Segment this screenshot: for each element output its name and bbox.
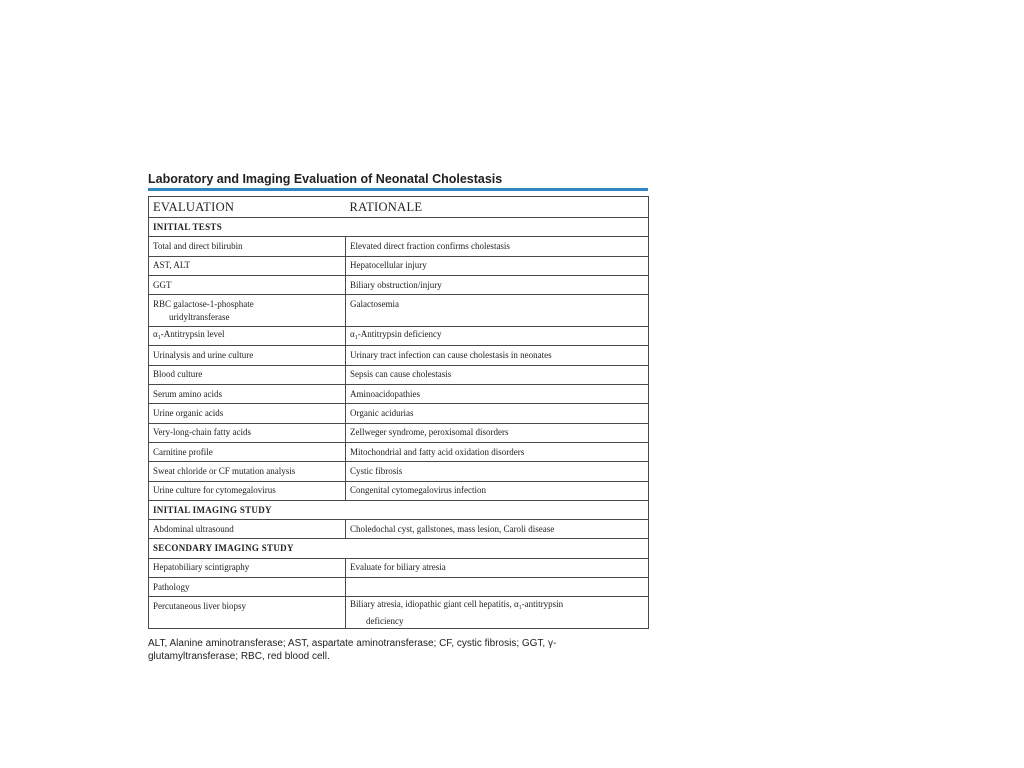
section-row-initial-tests [149, 218, 649, 237]
table-row [149, 275, 649, 294]
alpha-subscript: 1 [157, 334, 161, 341]
table-row [149, 346, 649, 365]
table-title: Laboratory and Imaging Evaluation of Neonatal Cholestasis [148, 172, 503, 186]
section-label: INITIAL TESTS [149, 218, 649, 237]
evaluation-cell: Sweat chloride or CF mutation analysis [149, 462, 346, 481]
evaluation-cell: Pathology [149, 578, 346, 597]
evaluation-cell: GGT [149, 275, 346, 294]
table-row [149, 256, 649, 275]
table-row [149, 462, 649, 481]
rationale-line-continued: deficiency [366, 615, 404, 626]
evaluation-cell: Urinalysis and urine culture [149, 346, 346, 365]
table-row [149, 295, 649, 327]
alpha-symbol: α [350, 328, 355, 339]
table-row [149, 423, 649, 442]
rationale-cell: Zellweger syndrome, peroxisomal disorders [346, 423, 649, 442]
rationale-cell [346, 578, 649, 597]
rationale-cell: Elevated direct fraction confirms cholestasis [346, 237, 649, 256]
evaluation-line-continued: uridyltransferase [169, 311, 230, 322]
section-label: INITIAL IMAGING STUDY [149, 500, 649, 519]
evaluation-cell: Blood culture [149, 365, 346, 384]
alpha-subscript: 1 [354, 334, 358, 341]
table-row [149, 442, 649, 461]
table-row [149, 558, 649, 577]
table-row [149, 237, 649, 256]
evaluation-cell: Urine organic acids [149, 404, 346, 423]
evaluation-cell: Hepatobiliary scintigraphy [149, 558, 346, 577]
evaluation-cell: Very-long-chain fatty acids [149, 423, 346, 442]
title-rule [148, 188, 648, 191]
table-row [149, 481, 649, 500]
rationale-text: -antitrypsin [521, 598, 564, 609]
rationale-cell: Choledochal cyst, gallstones, mass lesion, Caroli disease [346, 520, 649, 539]
evaluation-cell: Total and direct bilirubin [149, 237, 346, 256]
rationale-cell: Hepatocellular injury [346, 256, 649, 275]
section-row-initial-imaging [149, 500, 649, 519]
evaluation-cell: Percutaneous liver biopsy [149, 597, 346, 629]
evaluation-cell: Carnitine profile [149, 442, 346, 461]
table-row [149, 578, 649, 597]
rationale-cell: Biliary obstruction/injury [346, 275, 649, 294]
evaluation-cell: Abdominal ultrasound [149, 520, 346, 539]
column-header-evaluation: EVALUATION [149, 197, 346, 218]
alpha-symbol: α [513, 598, 519, 609]
rationale-cell [346, 327, 649, 346]
rationale-text: -Antitrypsin deficiency [357, 328, 442, 339]
evaluation-cell: AST, ALT [149, 256, 346, 275]
evaluation-cell [149, 295, 346, 327]
table-footnote: ALT, Alanine aminotransferase; AST, aspartate aminotransferase; CF, cystic fibrosis; GGT, γ-glutamyltransferase; RBC, red blood cell. [148, 638, 557, 662]
section-label: SECONDARY IMAGING STUDY [149, 539, 649, 558]
rationale-cell: Aminoacidopathies [346, 385, 649, 404]
table-row [149, 365, 649, 384]
rationale-cell [346, 597, 649, 629]
rationale-text: Biliary atresia, idiopathic giant cell hepatitis, [350, 598, 514, 609]
rationale-cell: Cystic fibrosis [346, 462, 649, 481]
evaluation-table [148, 196, 649, 629]
rationale-cell: Sepsis can cause cholestasis [346, 365, 649, 384]
table-row [149, 520, 649, 539]
rationale-cell: Evaluate for biliary atresia [346, 558, 649, 577]
alpha-symbol: α [153, 328, 158, 339]
alpha-subscript: 1 [518, 604, 522, 611]
evaluation-line: RBC galactose-1-phosphate [153, 298, 254, 309]
table-figure [148, 172, 648, 629]
evaluation-cell [149, 327, 346, 346]
table-row [149, 597, 649, 629]
evaluation-cell: Serum amino acids [149, 385, 346, 404]
column-header-rationale: RATIONALE [346, 197, 649, 218]
section-row-secondary-imaging [149, 539, 649, 558]
rationale-cell: Congenital cytomegalovirus infection [346, 481, 649, 500]
rationale-cell: Mitochondrial and fatty acid oxidation disorders [346, 442, 649, 461]
rationale-cell: Galactosemia [346, 295, 649, 327]
table-header-row [149, 197, 649, 218]
table-row [149, 404, 649, 423]
table-row [149, 327, 649, 346]
evaluation-cell: Urine culture for cytomegalovirus [149, 481, 346, 500]
rationale-cell: Organic acidurias [346, 404, 649, 423]
table-row [149, 385, 649, 404]
rationale-cell: Urinary tract infection can cause cholestasis in neonates [346, 346, 649, 365]
evaluation-text: -Antitrypsin level [160, 328, 225, 339]
